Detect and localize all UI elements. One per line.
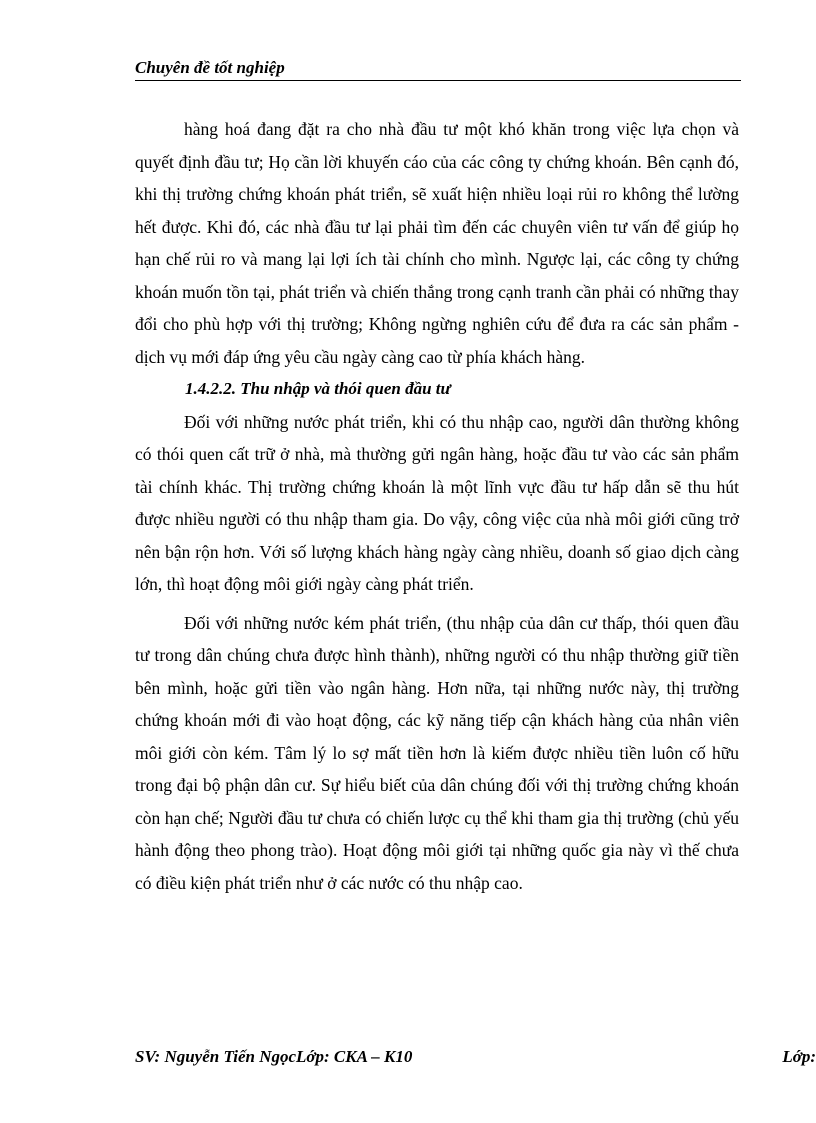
header-title: Chuyên đề tốt nghiệp bbox=[135, 58, 285, 77]
paragraph-3: Đối với những nước kém phát triển, (thu nhập của dân cư thấp, thói quen đầu tư trong dân chúng chưa được hình thành), những người có thu nhập thường giữ tiền bên mình, hoặc gửi tiền vào ngân hàng. Hơn nữa, tại những nước này, thị trường chứng khoán mới đi vào hoạt động, các kỹ năng tiếp cận khách hàng của nhân viên môi giới còn kém. Tâm lý lo sợ mất tiền hơn là kiếm được nhiều tiền luôn cố hữu trong đại bộ phận dân cư. Sự hiểu biết của dân chúng đối với thị trường chứng khoán còn hạn chế; Người đầu tư chưa có chiến lược cụ thể khi tham gia thị trường (chủ yếu hành động theo phong trào). Hoạt động môi giới tại những quốc gia này vì thế chưa có điều kiện phát triển như ở các nước có thu nhập cao. bbox=[135, 612, 739, 893]
page-header bbox=[135, 56, 741, 81]
footer-class-label: Lớp: bbox=[782, 1047, 816, 1066]
footer-student-info: SV: Nguyễn Tiến NgọcLớp: CKA – K10 bbox=[135, 1047, 413, 1066]
paragraph-1: hàng hoá đang đặt ra cho nhà đầu tư một khó khăn trong việc lựa chọn và quyết định đầu tư; Họ cần lời khuyến cáo của các công ty chứng khoán. Bên cạnh đó, khi thị trường chứng khoán phát triển, sẽ xuất hiện nhiều loại rủi ro không thể lường hết được. Khi đó, các nhà đầu tư lại phải tìm đến các chuyên viên tư vấn để giúp họ hạn chế rủi ro và mang lại lợi ích tài chính cho mình. Ngược lại, các công ty chứng khoán muốn tồn tại, phát triển và chiến thắng trong cạnh tranh cần phải có những thay đổi cho phù hợp với thị trường; Không ngừng nghiên cứu để đưa ra các sản phẩm - dịch vụ mới đáp ứng yêu cầu ngày càng cao từ phía khách hàng. bbox=[135, 119, 739, 367]
paragraph-2: Đối với những nước phát triển, khi có thu nhập cao, người dân thường không có thói quen cất trữ ở nhà, mà thường gửi ngân hàng, hoặc đầu tư vào các sản phẩm tài chính khác. Thị trường chứng khoán là một lĩnh vực đầu tư hấp dẫn sẽ thu hút được nhiều người có thu nhập tham gia. Do vậy, công việc của nhà môi giới cũng trở nên bận rộn hơn. Với số lượng khách hàng ngày càng nhiều, doanh số giao dịch càng lớn, thì hoạt động môi giới ngày càng phát triển. bbox=[135, 411, 739, 594]
document-body bbox=[135, 113, 739, 899]
section-heading: 1.4.2.2. Thu nhập và thói quen đầu tư bbox=[185, 379, 451, 398]
page-footer bbox=[135, 1044, 816, 1070]
